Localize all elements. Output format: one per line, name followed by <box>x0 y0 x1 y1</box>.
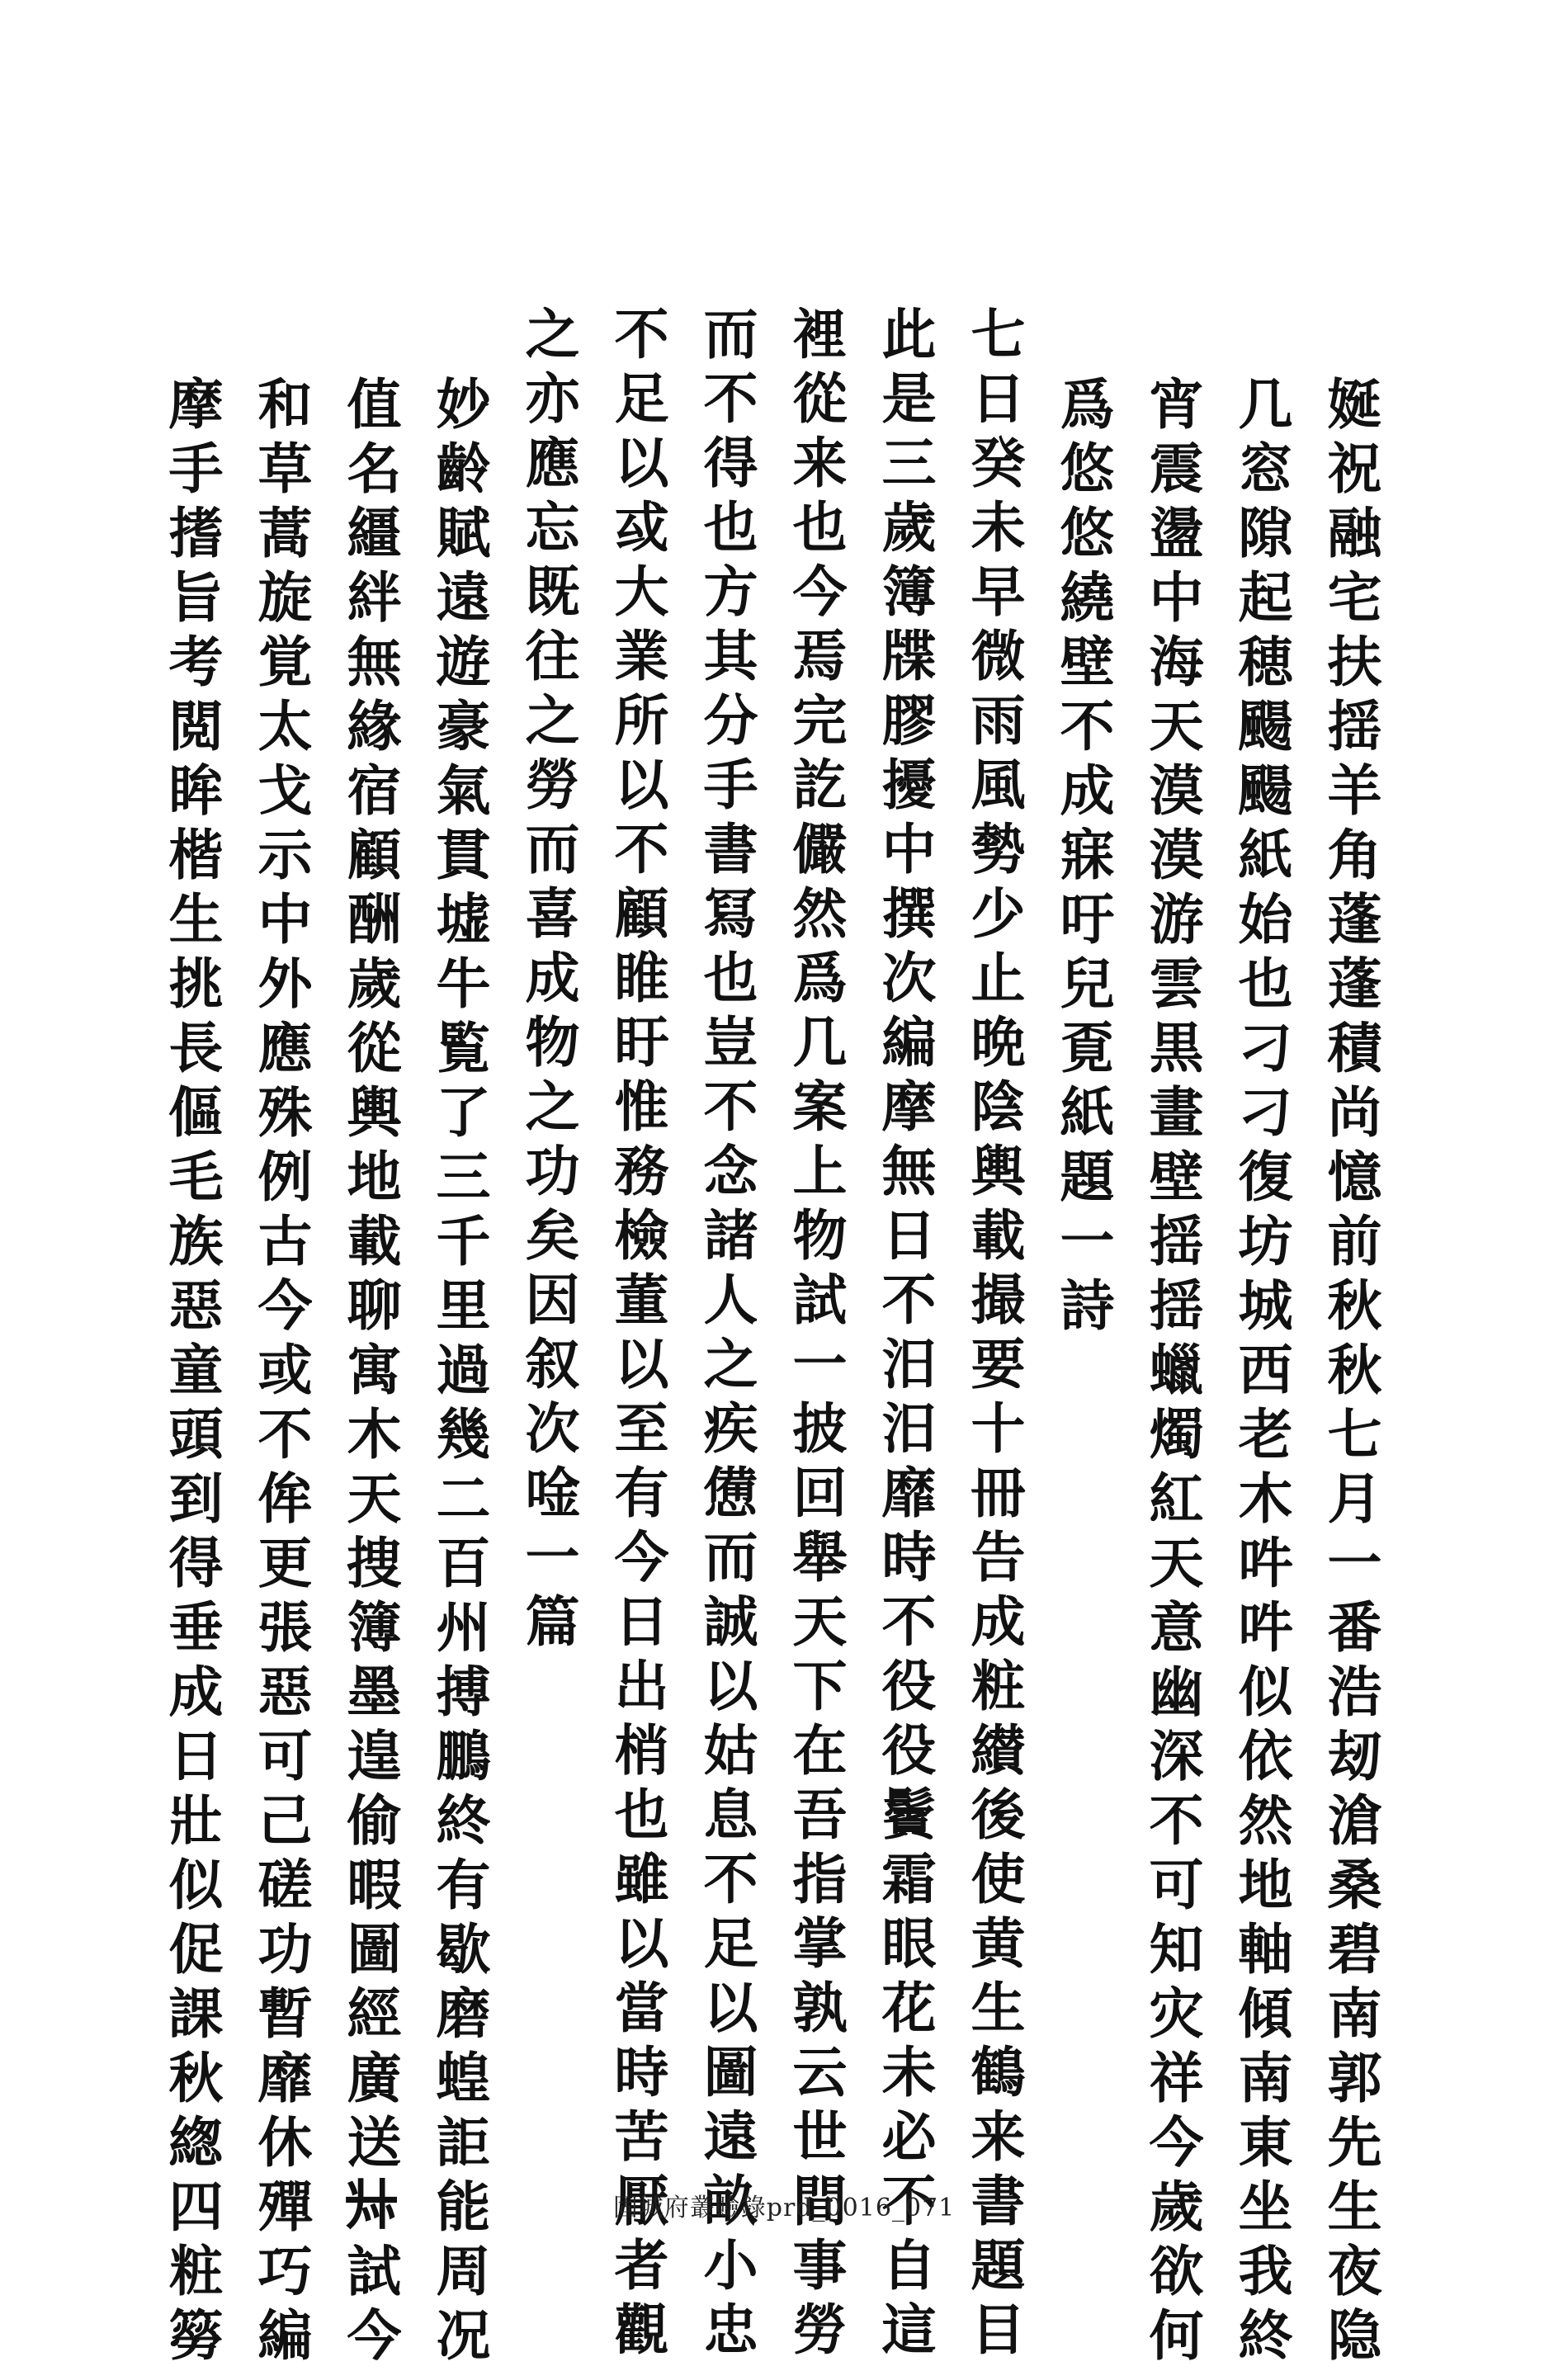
text-column-3: 宵震盪中海天漠漠游雲黒畫壁揺揺蠟燭紅天意幽深不可知灾祥今歲欲何 <box>1140 375 1204 2371</box>
text-column-7: 裡從来也今焉完訖儼然爲几案上物試一披回舉天下在吾指掌孰云世間事勞 <box>783 305 848 2365</box>
text-column-6: 此是三歲簿牒膠擾中撰次編摩無日不汨汨靡時不役役鬢霜眼花未必不自這 <box>872 305 937 2365</box>
text-column-10: 之亦應忘既往之勞而喜成物之功矣因叙次唫一篇 <box>516 305 580 1657</box>
text-column-13: 和草蒿旋覚太戈示中外應殊例古今或不侔更張惡可己磋功暫靡休殫巧編 <box>248 375 313 2371</box>
page-footer-caption: 固城府叢𧸘錄prd_0016_071 <box>612 2194 956 2222</box>
text-column-11: 妙齡賦遠遊豪氣貫墟牛覧了三千里過幾二百州搏鵬終有歇磨蝗詎能周况 <box>427 375 491 2371</box>
text-column-4: 爲悠悠繞壁不成寐吁兒覔紙題一詩 <box>1051 375 1115 1341</box>
text-column-8: 而不得也方其分手書冩也豈不念諸人之疾憊而誠以姑息不足以圖遠畝小忠 <box>694 305 758 2365</box>
text-column-14: 摩手搘旨考閲眸楷生挑長傴毛族惡童頭到得垂成日壯似促課秋緫四粧簩 <box>159 375 224 2371</box>
text-column-5: 七日癸未早微雨風勢少止晩陰輿載撮要十冊告成粧纉後使黄生鶴来書題目 <box>961 305 1026 2365</box>
text-column-12: 值名繮絆無緣宿顧酬歲從輿地載聊寓木天捜簿墨遑偷暇圖經廣送𠦑試今 <box>338 375 402 2371</box>
text-column-9: 不足以㦯大業所以不顧睢盱惟務檢董以至有今日出梢也雖以當時苦厭者觀 <box>605 305 669 2365</box>
text-column-1: 娫祝融宅扶揺羊角蓬蓬積尚憶前秋秋七月一番浩刼滄桑碧南郭先生夜隐 <box>1318 375 1382 2371</box>
text-column-2: 几窓隙起穂颺颺紙始也刁刁復坊城西老木吽吽似依然地軸傾南東坐我終 <box>1229 375 1293 2371</box>
